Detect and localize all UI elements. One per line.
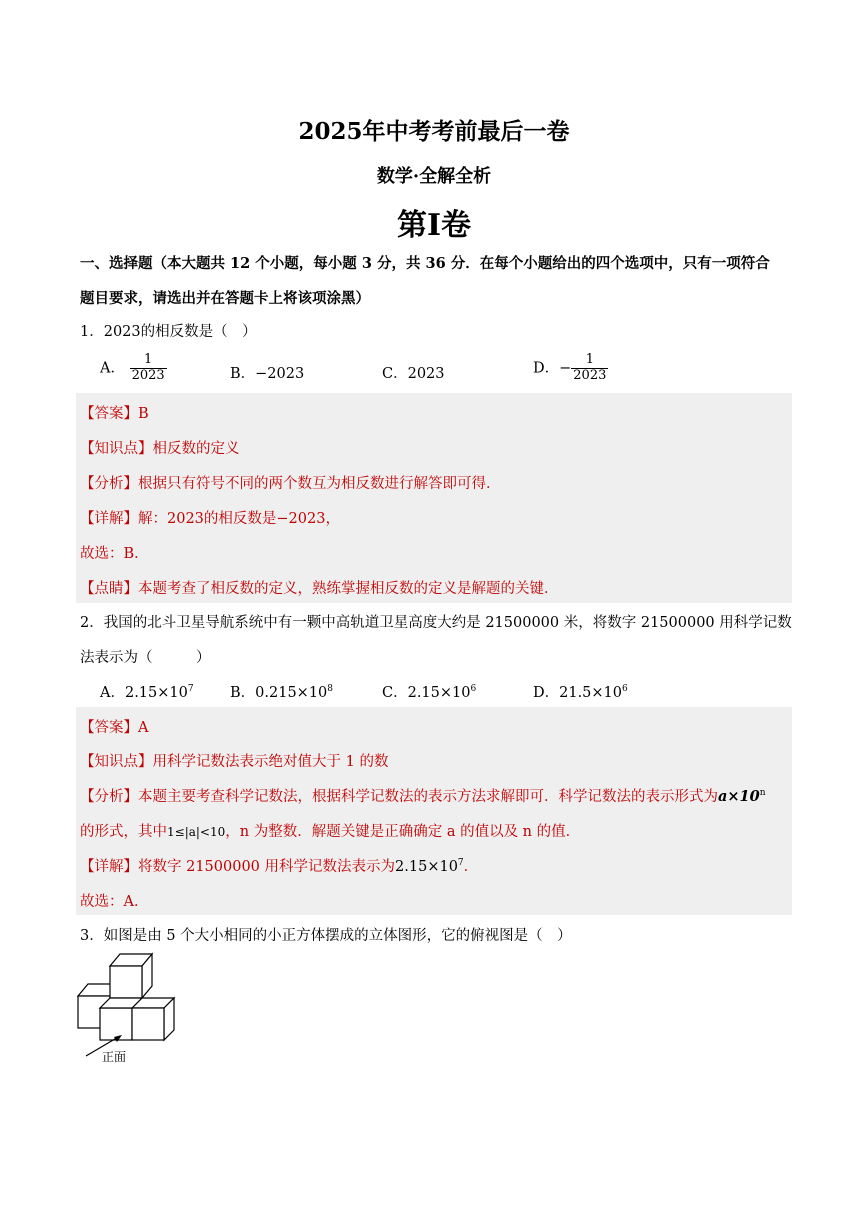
figure-front-label: 正面 bbox=[102, 1050, 127, 1064]
option-text: D．21.5×10 bbox=[533, 685, 623, 701]
question-2-solution-box bbox=[76, 707, 792, 915]
question-3-figure bbox=[74, 948, 184, 1068]
option-text: C．2.15×10 bbox=[382, 685, 471, 701]
question-2-option-d bbox=[533, 681, 628, 702]
page-title: 2025年中考考前最后一卷 bbox=[298, 118, 570, 145]
detail-text: 【详解】将数字 21500000 用科学记数法表示为 bbox=[80, 859, 396, 875]
analysis-text: 的形式，其中 bbox=[80, 824, 167, 840]
detail-text: ． bbox=[463, 859, 479, 875]
analysis-formula: 1≤|a|<10 bbox=[167, 825, 226, 839]
question-1-option-d bbox=[533, 353, 608, 384]
choice-line: 故选：B． bbox=[80, 546, 149, 562]
option-d-label: D．− bbox=[533, 360, 572, 377]
question-2-stem-line-1: 2．我国的北斗卫星导航系统中有一颗中高轨道卫星高度大约是 21500000 米，将数字 21500000 用科学记数 bbox=[80, 615, 792, 631]
option-exponent: 7 bbox=[187, 684, 194, 695]
section-instructions-line-2: 题目要求，请选出并在答题卡上将该项涂黑） bbox=[80, 290, 370, 307]
analysis-formula bbox=[718, 789, 766, 805]
question-1-option-b: B．−2023 bbox=[230, 366, 305, 382]
analysis-line: 【分析】根据只有符号不同的两个数互为相反数进行解答即可得． bbox=[80, 476, 501, 492]
knowledge-line: 【知识点】用科学记数法表示绝对值大于 1 的数 bbox=[80, 754, 389, 770]
formula-text: a×10 bbox=[718, 788, 760, 805]
question-2-option-c bbox=[382, 681, 476, 702]
analysis-line-1 bbox=[80, 785, 766, 806]
detail-tag: 【详解】 bbox=[80, 511, 138, 527]
option-exponent: 8 bbox=[327, 684, 334, 695]
question-1-solution-box bbox=[76, 393, 792, 603]
fraction-numerator: 1 bbox=[585, 352, 594, 367]
analysis-text: ，n 为整数．解题关键是正确确定 a 的值以及 n 的值． bbox=[225, 824, 581, 840]
question-1-option-a bbox=[100, 353, 167, 384]
option-exponent: 6 bbox=[470, 684, 477, 695]
section-instructions-line-1: 一、选择题（本大题共 12 个小题，每小题 3 分，共 36 分．在每个小题给出的四个选项中，只有一项符合 bbox=[80, 255, 770, 272]
volume-heading: 第Ⅰ卷 bbox=[396, 208, 472, 243]
answer-line: 【答案】B bbox=[80, 406, 149, 422]
detail-line bbox=[80, 855, 478, 876]
question-3-stem: 3．如图是由 5 个大小相同的小正方体摆成的立体图形，它的俯视图是（ ） bbox=[80, 928, 572, 944]
question-2-stem-line-2: 法表示为（ ） bbox=[80, 650, 211, 666]
fraction-numerator: 1 bbox=[144, 352, 153, 367]
formula-exponent: 7 bbox=[457, 858, 464, 869]
fraction-denominator: 2023 bbox=[131, 367, 165, 383]
detail-line bbox=[80, 507, 340, 528]
question-1-stem: 1．2023的相反数是（ ） bbox=[80, 324, 257, 340]
cube-stack-figure bbox=[74, 948, 184, 1068]
option-text: A．2.15×10 bbox=[100, 685, 188, 701]
option-text: B．0.215×10 bbox=[230, 685, 328, 701]
option-exponent: 6 bbox=[622, 684, 628, 695]
formula-text: 2.15×10 bbox=[395, 859, 458, 875]
analysis-text: 【分析】本题主要考查科学记数法，根据科学记数法的表示方法求解即可．科学记数法的表示形式为 bbox=[80, 789, 718, 805]
knowledge-line: 【知识点】相反数的定义 bbox=[80, 441, 240, 457]
question-2-option-a bbox=[100, 681, 194, 702]
choice-line: 故选：A． bbox=[80, 894, 149, 910]
question-2-option-b bbox=[230, 681, 333, 702]
analysis-line-2 bbox=[80, 820, 580, 841]
option-a-fraction bbox=[130, 353, 167, 384]
detail-formula bbox=[395, 859, 464, 875]
fraction-denominator: 2023 bbox=[573, 367, 607, 383]
detail-text: 解：2023的相反数是−2023， bbox=[138, 511, 340, 527]
answer-line: 【答案】A bbox=[80, 720, 149, 736]
option-a-label: A． bbox=[100, 360, 125, 377]
formula-exponent: n bbox=[759, 788, 766, 799]
question-1-option-c: C．2023 bbox=[382, 366, 445, 382]
option-d-fraction bbox=[571, 353, 608, 384]
comment-line: 【点睛】本题考查了相反数的定义，熟练掌握相反数的定义是解题的关键． bbox=[80, 581, 559, 597]
page-subtitle: 数学·全解全析 bbox=[376, 166, 492, 187]
